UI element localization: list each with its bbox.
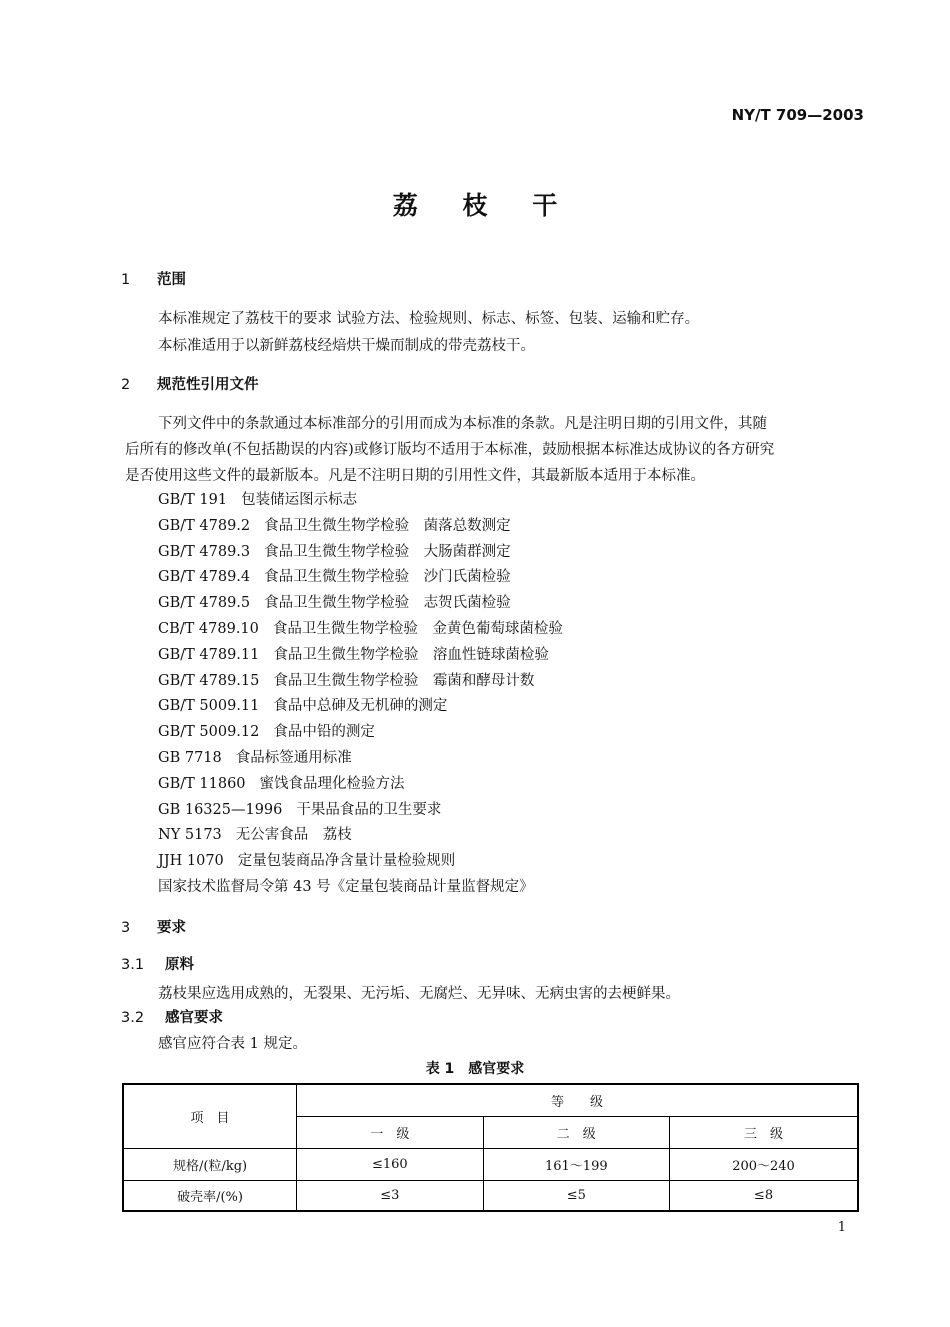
- reference-title: 食品卫生微生物学检验 沙门氏菌检验: [264, 569, 511, 586]
- reference-code: GB/T 5009.11: [158, 698, 260, 715]
- sensory-requirements-table: [122, 1083, 859, 1212]
- reference-code: CB/T 4789.10: [158, 621, 259, 637]
- reference-item: [158, 488, 357, 509]
- reference-code: GB/T 4789.15: [158, 672, 260, 689]
- reference-item: [158, 798, 441, 819]
- cell: ≤3: [297, 1180, 483, 1211]
- table-caption: 表 1 感官要求: [425, 1061, 525, 1077]
- table-row: [123, 1148, 858, 1180]
- reference-item: [158, 565, 511, 586]
- header-grade: 等 级: [297, 1084, 858, 1116]
- reference-code: GB/T 5009.12: [158, 724, 260, 741]
- reference-code: GB/T 191: [158, 492, 228, 508]
- reference-item: [158, 875, 534, 896]
- reference-title: 食品中铅的测定: [273, 724, 375, 741]
- reference-code: JJH 1070: [158, 853, 224, 870]
- reference-code: GB/T 4789.11: [158, 646, 260, 663]
- paragraph: 下列文件中的条款通过本标准部分的引用而成为本标准的条款。凡是注明日期的引用文件，其随: [158, 416, 767, 432]
- section-2-heading: [121, 373, 259, 394]
- section-title: 规范性引用文件: [157, 377, 259, 393]
- paragraph: 是否使用这些文件的最新版本。凡是不注明日期的引用性文件，其最新版本适用于本标准。: [125, 468, 705, 484]
- section-number: 2: [121, 377, 131, 393]
- section-1-heading: [121, 268, 186, 289]
- row-item: 规格/(粒/kg): [123, 1148, 297, 1180]
- reference-code: GB/T 11860: [158, 775, 246, 792]
- reference-item: [158, 823, 352, 844]
- reference-title: 食品卫生微生物学检验 金黄色葡萄球菌检验: [272, 621, 563, 637]
- reference-title: 食品卫生微生物学检验 溶血性链球菌检验: [273, 646, 549, 663]
- reference-title: 食品标签通用标准: [235, 750, 352, 766]
- section-3-1-heading: [121, 953, 194, 974]
- reference-item: [158, 746, 352, 767]
- reference-item: [158, 643, 549, 664]
- table-row: [123, 1180, 858, 1211]
- reference-item: [158, 720, 375, 741]
- reference-item: [158, 540, 511, 561]
- reference-item: [158, 849, 455, 870]
- section-3-2-heading: [121, 1006, 223, 1027]
- section-title: 感官要求: [165, 1010, 223, 1026]
- reference-code: GB 16325—1996: [158, 801, 283, 818]
- reference-item: [158, 514, 511, 535]
- reference-item: [158, 669, 534, 690]
- reference-title: 干果品食品的卫生要求: [296, 801, 442, 818]
- reference-code: GB/T 4789.2: [158, 517, 251, 534]
- reference-title: 蜜饯食品理化检验方法: [259, 775, 405, 792]
- row-item: 破壳率/(%): [123, 1180, 297, 1211]
- reference-title: 食品卫生微生物学检验 大肠菌群测定: [264, 543, 511, 560]
- section-number: 3.1: [121, 957, 145, 973]
- cell: 161～199: [483, 1148, 669, 1180]
- reference-code: GB/T 4789.4: [158, 569, 251, 586]
- cell: ≤5: [483, 1180, 669, 1211]
- reference-code: GB 7718: [158, 750, 222, 766]
- reference-title: 国家技术监督局令第 43 号《定量包装商品计量监督规定》: [158, 879, 534, 895]
- page-number: 1: [837, 1220, 846, 1235]
- cell: ≤160: [297, 1148, 483, 1180]
- paragraph: 本标准规定了荔枝干的要求 试验方法、检验规则、标志、标签、包装、运输和贮存。: [158, 311, 700, 327]
- paragraph: 后所有的修改单(不包括勘误的内容)或修订版均不适用于本标准，鼓励根据本标准达成协议的各方研究: [125, 442, 775, 458]
- cell: 200～240: [670, 1148, 858, 1180]
- paragraph: 本标准适用于以新鲜荔枝经焙烘干燥而制成的带壳荔枝干。: [158, 338, 535, 354]
- reference-code: GB/T 4789.5: [158, 595, 251, 612]
- header-item: 项 目: [123, 1084, 297, 1148]
- reference-item: [158, 591, 511, 612]
- standard-number: NY/T 709—2003: [731, 106, 864, 124]
- reference-item: [158, 694, 447, 715]
- grade-header: 一 级: [297, 1116, 483, 1148]
- section-title: 要求: [157, 920, 186, 936]
- section-title: 范围: [157, 272, 186, 288]
- reference-item: [158, 772, 405, 793]
- reference-title: 定量包装商品净含量计量检验规则: [237, 853, 456, 870]
- reference-title: 食品中总砷及无机砷的测定: [273, 698, 448, 715]
- section-number: 1: [121, 272, 131, 288]
- section-number: 3.2: [121, 1010, 145, 1026]
- paragraph: 荔枝果应选用成熟的，无裂果、无污垢、无腐烂、无异味、无病虫害的去梗鲜果。: [158, 986, 680, 1002]
- reference-title: 食品卫生微生物学检验 志贺氏菌检验: [264, 595, 511, 612]
- grade-header: 二 级: [483, 1116, 669, 1148]
- reference-title: 食品卫生微生物学检验 菌落总数测定: [264, 517, 511, 534]
- reference-title: 无公害食品 荔枝: [235, 827, 352, 844]
- reference-item: [158, 617, 563, 638]
- section-3-heading: [121, 916, 186, 937]
- reference-code: NY 5173: [158, 827, 222, 844]
- section-number: 3: [121, 920, 131, 936]
- paragraph: 感官应符合表 1 规定。: [158, 1036, 307, 1052]
- reference-title: 食品卫生微生物学检验 霉菌和酵母计数: [273, 672, 535, 689]
- reference-code: GB/T 4789.3: [158, 543, 251, 560]
- document-title: 荔 枝 干: [392, 191, 576, 220]
- grade-header: 三 级: [670, 1116, 858, 1148]
- cell: ≤8: [670, 1180, 858, 1211]
- section-title: 原料: [165, 957, 194, 973]
- reference-title: 包装储运图示标志: [241, 492, 358, 508]
